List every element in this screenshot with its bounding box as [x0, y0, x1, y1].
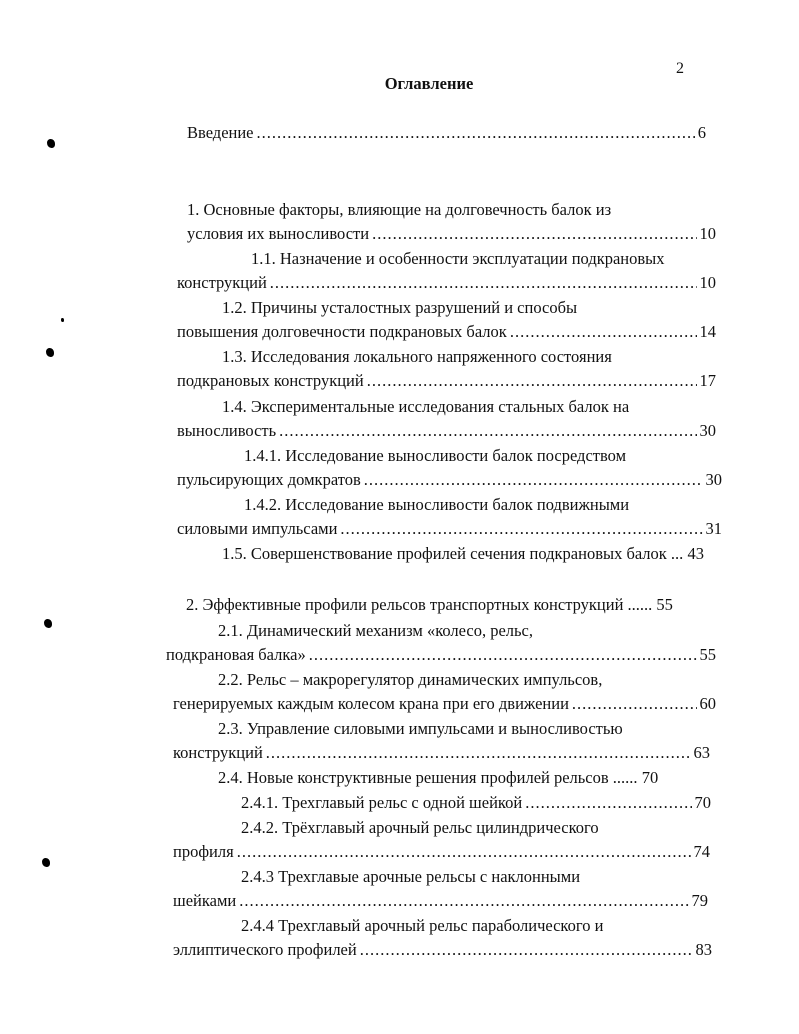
toc-entry — [186, 594, 673, 616]
toc-entry — [177, 321, 716, 343]
toc-entry-title: 2.4. Новые конструктивные решения профилей рельсов ...... — [218, 768, 638, 787]
toc-entry — [173, 742, 710, 764]
toc-entry-heading: 2.4.2. Трёхглавый арочный рельс цилиндрического — [241, 818, 599, 837]
dot-leader — [237, 841, 691, 863]
dot-leader — [340, 518, 702, 540]
dot-leader — [510, 321, 697, 343]
toc-entry — [177, 469, 722, 491]
scan-mark — [44, 619, 52, 628]
dot-leader — [266, 742, 691, 764]
toc-entry-page: 10 — [699, 273, 716, 292]
toc-entry-title: 2.4.1. Трехглавый рельс с одной шейкой — [241, 793, 523, 812]
toc-entry-title: 1.5. Совершенствование профилей сечения подкрановых балок ... — [222, 544, 684, 563]
dot-leader — [372, 223, 696, 245]
toc-entry — [187, 223, 716, 245]
toc-entry-heading: 1. Основные факторы, влияющие на долговечность балок из — [187, 200, 612, 219]
toc-entry-page: 63 — [693, 743, 710, 762]
toc-entry-title: силовыми импульсами — [177, 519, 338, 538]
toc-entry-title: подкрановых конструкций — [177, 371, 364, 390]
toc-entry-heading: 2.1. Динамический механизм «колесо, рельс, — [218, 621, 533, 640]
toc-entry-title: условия их выносливости — [187, 224, 370, 243]
toc-entry-page: 10 — [699, 224, 716, 243]
toc-entry — [166, 644, 716, 666]
toc-entry — [173, 693, 716, 715]
dot-leader — [525, 792, 691, 814]
toc-entry — [218, 767, 658, 789]
page-number: 2 — [676, 60, 684, 77]
toc-title: Оглавление — [384, 74, 474, 93]
toc-entry-page: 30 — [705, 470, 722, 489]
toc-entry-page: 30 — [699, 421, 716, 440]
scan-mark — [42, 858, 50, 867]
toc-entry-page: 6 — [697, 123, 706, 142]
dot-leader — [367, 370, 697, 392]
dot-leader — [270, 272, 697, 294]
toc-entry-page: 70 — [641, 768, 659, 787]
toc-entry-title: профиля — [173, 842, 234, 861]
scan-mark — [46, 348, 54, 357]
toc-entry-title: Введение — [187, 123, 254, 142]
toc-entry-heading: 2.4.4 Трехглавый арочный рельс параболического и — [241, 916, 604, 935]
toc-entry-heading: 1.2. Причины усталостных разрушений и способы — [222, 298, 578, 317]
toc-entry-page: 83 — [695, 940, 712, 959]
toc-entry-page: 31 — [705, 519, 722, 538]
toc-entry-page: 70 — [694, 793, 711, 812]
dot-leader — [257, 122, 695, 144]
toc-entry — [177, 518, 722, 540]
toc-entry-page: 55 — [656, 595, 673, 614]
toc-entry-title: выносливость — [177, 421, 277, 440]
toc-entry-title: конструкций — [177, 273, 267, 292]
toc-entry-heading: 2.2. Рельс – макрорегулятор динамических импульсов, — [218, 670, 603, 689]
toc-entry — [177, 420, 716, 442]
dot-leader — [364, 469, 703, 491]
toc-entry-page: 14 — [699, 322, 716, 341]
toc-entry — [173, 841, 710, 863]
toc-entry — [241, 792, 711, 814]
toc-entry-heading: 2.4.3 Трехглавые арочные рельсы с наклонными — [241, 867, 581, 886]
toc-entry-title: конструкций — [173, 743, 263, 762]
dot-leader — [309, 644, 697, 666]
toc-entry — [177, 272, 716, 294]
scan-mark — [47, 139, 55, 148]
toc-entry-title: шейками — [173, 891, 237, 910]
toc-entry-heading: 1.3. Исследования локального напряженного состояния — [222, 347, 612, 366]
toc-entry-heading: 2.3. Управление силовыми импульсами и выносливостью — [218, 719, 623, 738]
toc-entry-title: подкрановая балка» — [166, 645, 306, 664]
dot-leader — [572, 693, 697, 715]
toc-entry — [177, 370, 716, 392]
toc-entry-heading: 1.4. Экспериментальные исследования стальных балок на — [222, 397, 630, 416]
toc-entry-title: повышения долговечности подкрановых балок — [177, 322, 507, 341]
toc-entry-title: пульсирующих домкратов — [177, 470, 361, 489]
toc-entry-title: генерируемых каждым колесом крана при его движении — [173, 694, 569, 713]
toc-entry-title: 2. Эффективные профили рельсов транспортных конструкций ...... — [186, 595, 653, 614]
dot-leader — [239, 890, 688, 912]
scan-mark — [61, 318, 64, 322]
toc-entry-page: 43 — [687, 544, 704, 563]
toc-entry — [173, 939, 712, 961]
toc-entry-page: 55 — [699, 645, 716, 664]
toc-entry-page: 79 — [691, 891, 708, 910]
toc-entry — [173, 890, 708, 912]
toc-entry-title: эллиптического профилей — [173, 940, 357, 959]
toc-entry-page: 60 — [699, 694, 716, 713]
toc-entry-heading: 1.4.2. Исследование выносливости балок подвижными — [244, 495, 630, 514]
toc-entry — [222, 543, 704, 565]
toc-entry-page: 74 — [693, 842, 710, 861]
dot-leader — [360, 939, 693, 961]
dot-leader — [279, 420, 696, 442]
toc-entry-page: 17 — [699, 371, 716, 390]
toc-entry — [187, 122, 706, 144]
toc-entry-heading: 1.4.1. Исследование выносливости балок посредством — [244, 446, 627, 465]
toc-entry-heading: 1.1. Назначение и особенности эксплуатации подкрановых — [251, 249, 665, 268]
